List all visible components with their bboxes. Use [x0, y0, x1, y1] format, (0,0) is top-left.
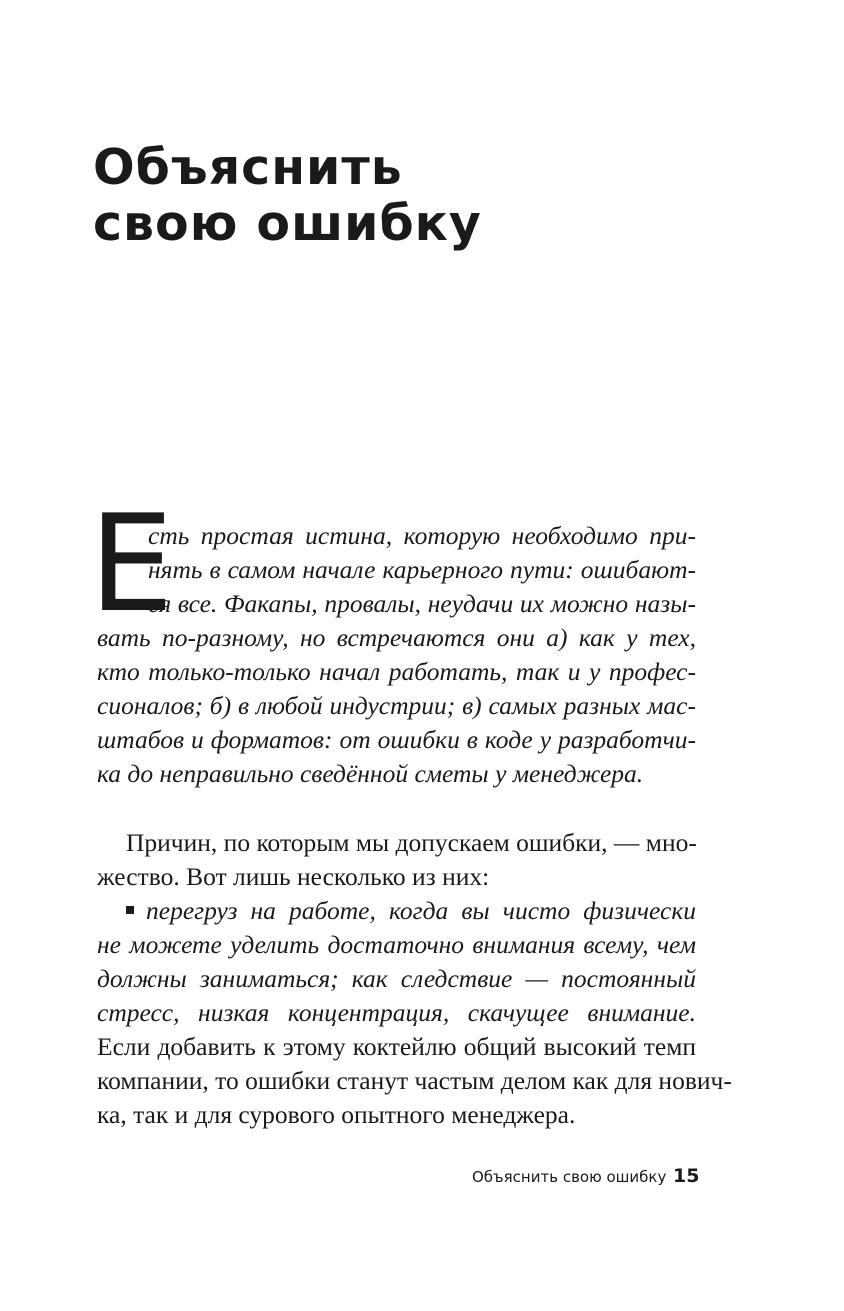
chapter-title-line-1: Объяснить: [93, 139, 403, 196]
body-line-1: Если добавить к этому коктейлю общий высокий темп: [97, 1032, 696, 1061]
intro-line-1: сть простая истина, которую необходимо при-: [148, 521, 696, 550]
body-line-3: ка, так и для сурового опытного менеджера.: [97, 1100, 576, 1129]
intro-line-6: сионалов; б) в любой индустрии; в) самых разных мас-: [97, 691, 696, 720]
body-line-2: компании, то ошибки станут частым делом как для нович-: [97, 1066, 732, 1095]
intro-line-5: кто только-только начал работать, так и у профес-: [97, 657, 696, 686]
bullet-line-1: перегруз на работе, когда вы чисто физически: [146, 896, 696, 925]
bullet-line-3: должны заниматься; как следствие — постоянный: [97, 964, 696, 993]
bullet-line-4: стресс, низкая концентрация, скачущее внимание.: [97, 998, 696, 1027]
drop-cap: Е: [89, 486, 174, 642]
para1-line-1: Причин, по которым мы допускаем ошибки, — мно-: [126, 828, 697, 857]
running-head: Объяснить свою ошибку: [472, 1168, 667, 1186]
intro-line-8: ка до неправильно сведённой сметы у менеджера.: [97, 759, 644, 788]
bullet-line-2: не можете уделить достаточно внимания всему, чем: [97, 930, 696, 959]
intro-line-7: штабов и форматов: от ошибки в коде у разработчи-: [97, 725, 696, 754]
intro-line-3: ся все. Факапы, провалы, неудачи их можно назы-: [148, 589, 696, 618]
chapter-title: [93, 140, 733, 252]
intro-line-4: вать по-разному, но встречаются они а) как у тех,: [97, 623, 696, 652]
bullet-marker: [126, 906, 134, 914]
page-number: 15: [673, 1165, 700, 1187]
para1-line-2: жество. Вот лишь несколько из них:: [97, 862, 490, 891]
intro-line-2: нять в самом начале карьерного пути: ошибают-: [148, 555, 696, 584]
chapter-title-line-2: свою ошибку: [93, 195, 482, 252]
